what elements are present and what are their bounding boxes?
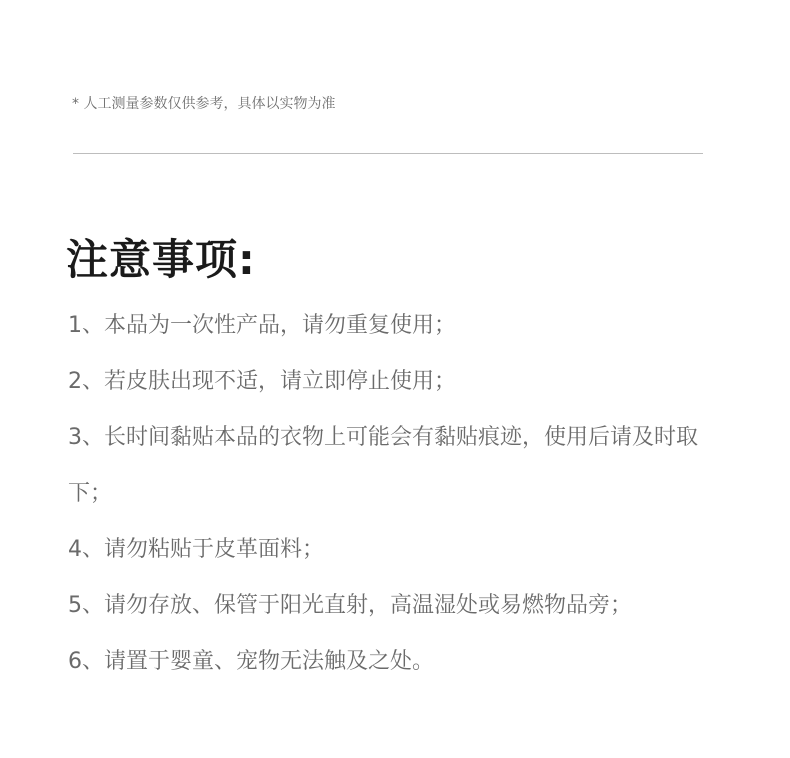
list-item: 6、请置于婴童、宠物无法触及之处。 [68, 649, 434, 674]
list-item: 5、请勿存放、保管于阳光直射，高温湿处或易燃物品旁； [68, 593, 632, 618]
page-title: 注意事项: [66, 235, 256, 284]
divider [73, 153, 703, 154]
notice-list [68, 298, 708, 690]
list-item: 2、若皮肤出现不适，请立即停止使用； [68, 369, 456, 394]
list-item: 1、本品为一次性产品，请勿重复使用； [68, 313, 456, 338]
measurement-note: * 人工测量参数仅供参考，具体以实物为准 [72, 96, 336, 112]
list-item: 4、请勿粘贴于皮革面料； [68, 537, 324, 562]
list-item: 3、长时间黏贴本品的衣物上可能会有黏贴痕迹，使用后请及时取下； [68, 425, 698, 506]
